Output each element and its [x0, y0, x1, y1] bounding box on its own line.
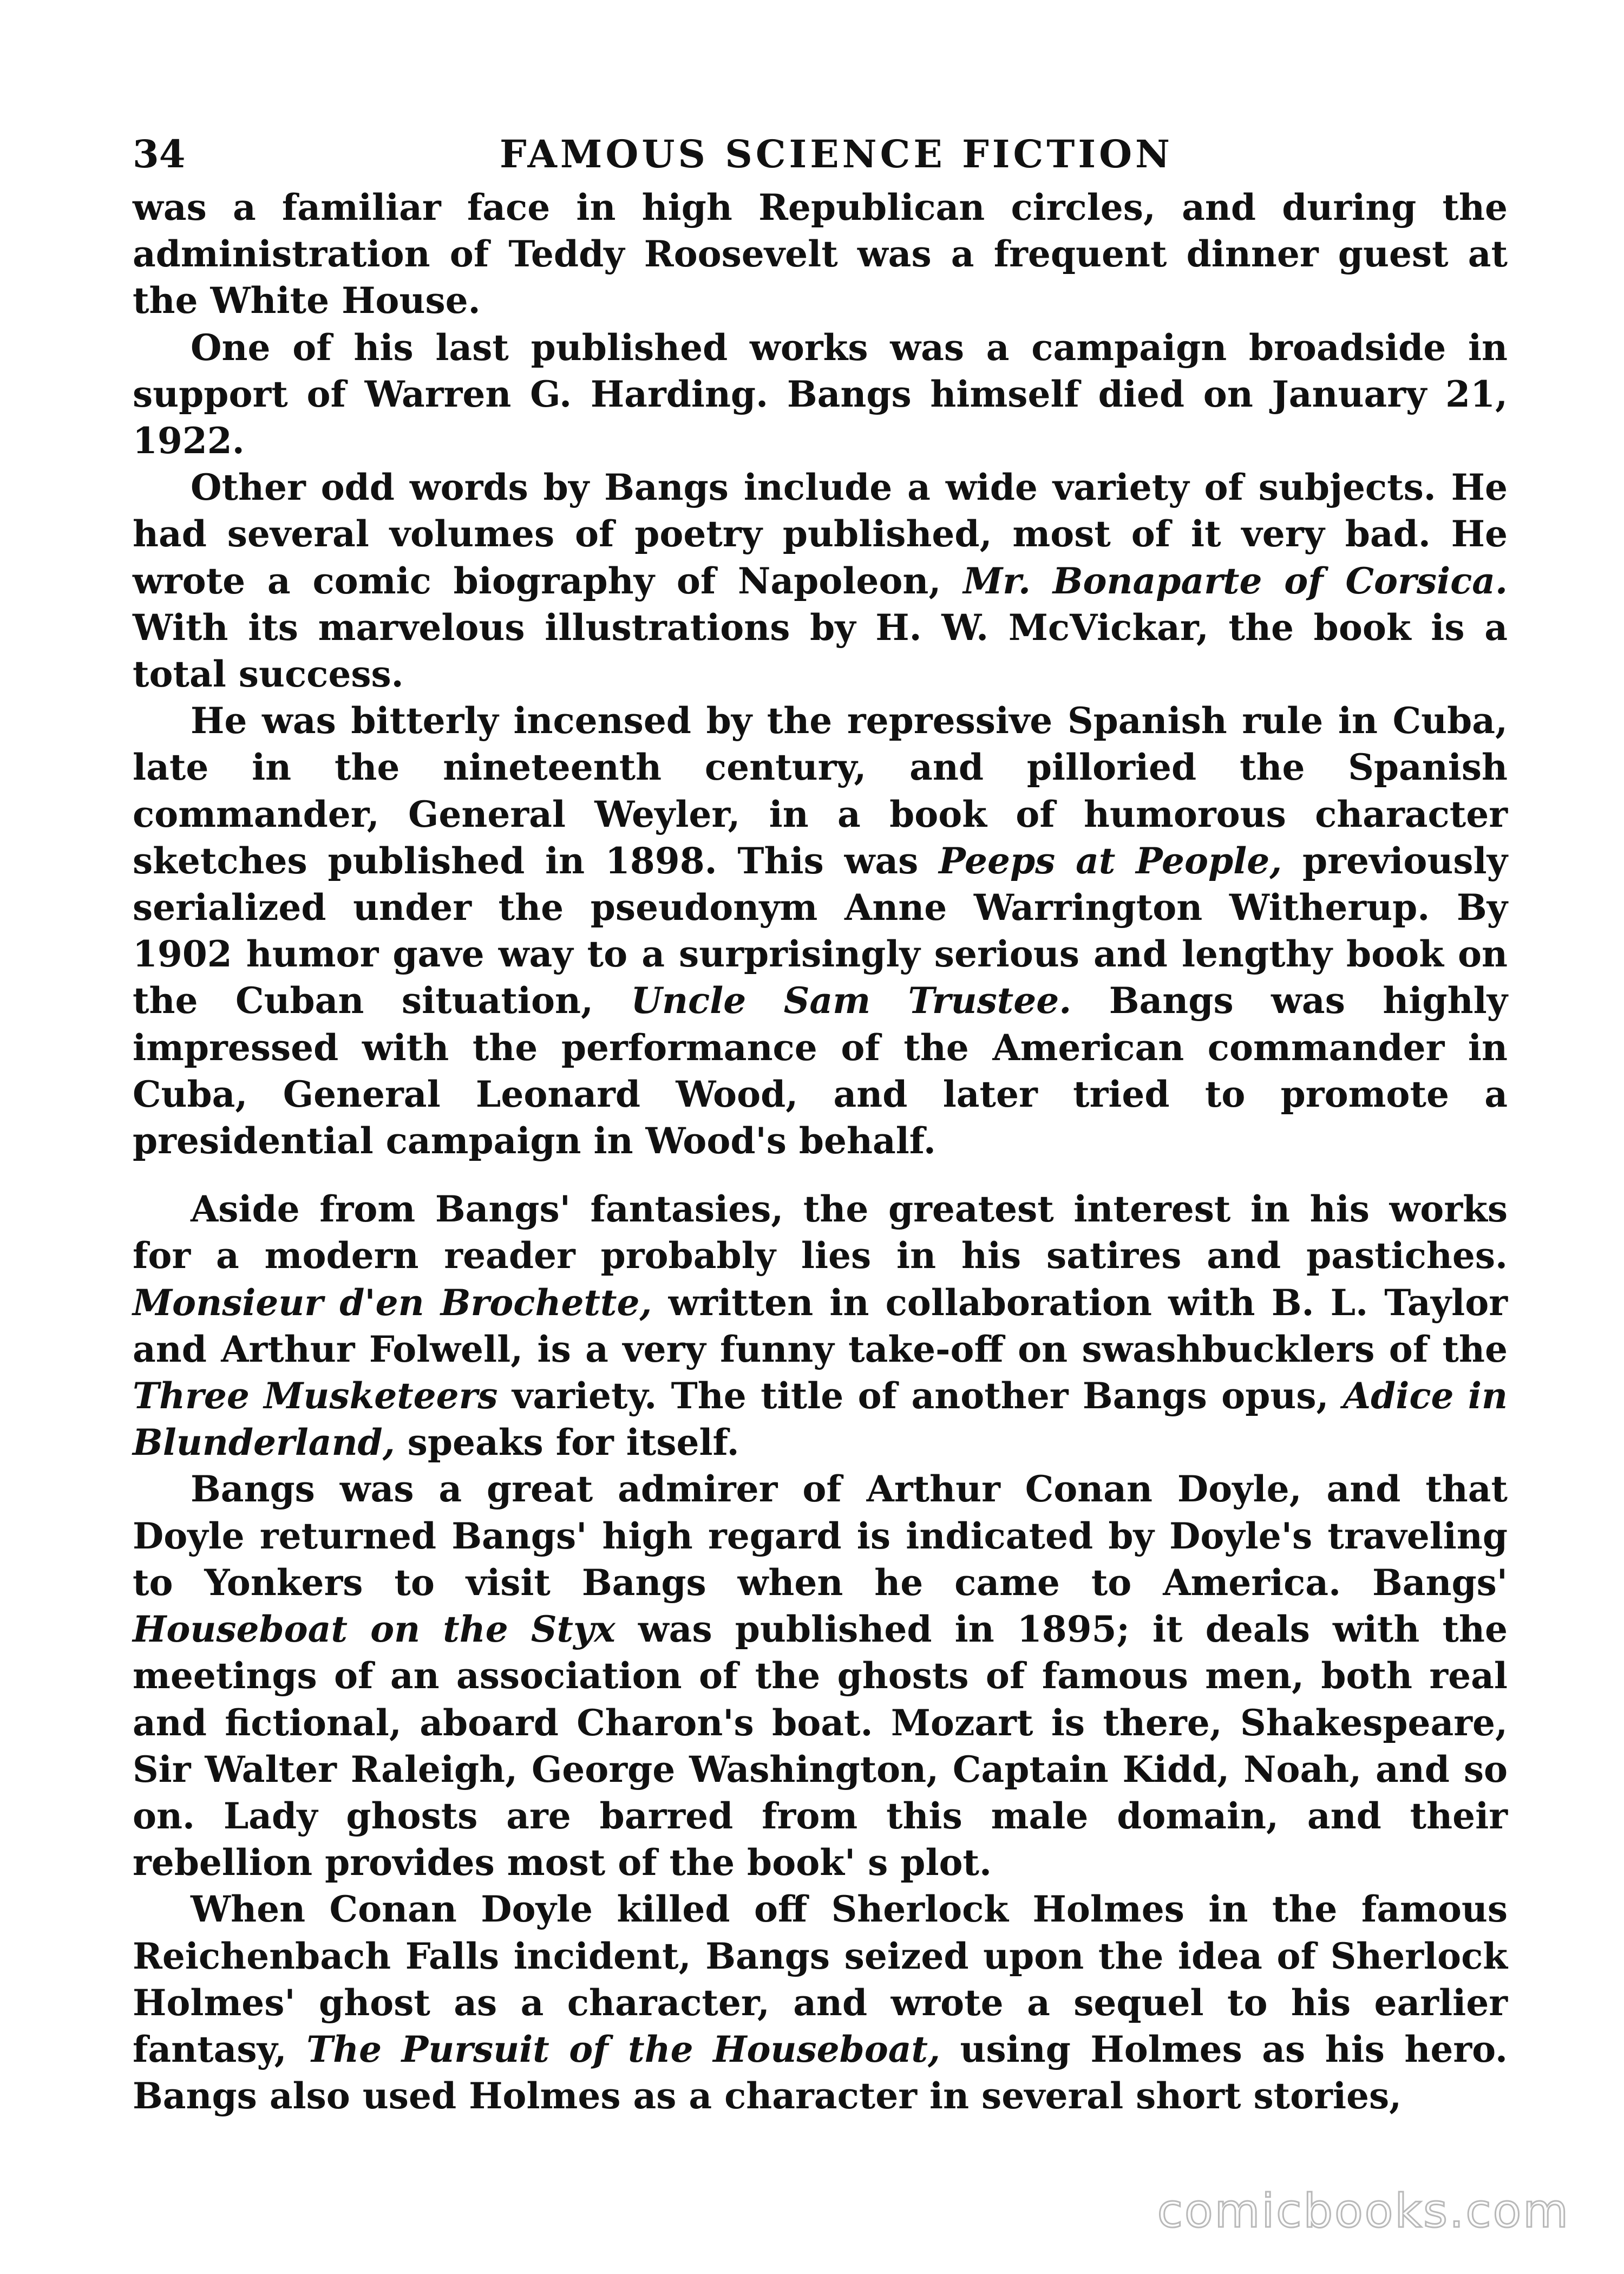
book-title: Three Musketeers — [133, 1375, 498, 1417]
paragraph: He was bitterly incensed by the repressive Spanish rule in Cuba, late in the nineteenth century, and pilloried the Spanish commander, General Weyler, in a book of humorous character sketches published in 1898. This was Peeps at People, previously serialized under the pseudonym Anne Warrington Witherup. By 1902 humor gave way to a surprisingly serious and lengthy book on the Cuban situation, Uncle Sam Trustee. Bangs was highly impressed with the performance of the American commander in Cuba, General Leonard Wood, and later tried to promote a presidential campaign in Wood's behalf. — [133, 700, 1508, 1162]
paragraph: When Conan Doyle killed off Sherlock Holmes in the famous Reichenbach Falls incident, Bangs seized upon the idea of Sherlock Holmes' ghost as a character, and wrote a sequel to his earlier fantasy, The Pursuit of the Houseboat, using Holmes as his hero. Bangs also used Holmes as a character in several short stories, — [133, 1888, 1508, 2118]
book-title: Uncle Sam Trustee. — [631, 979, 1072, 1022]
site-watermark: comicbooks.com — [1157, 2184, 1570, 2238]
book-title: Houseboat on the Styx — [133, 1608, 615, 1651]
running-title: FAMOUS SCIENCE FICTION — [499, 132, 1174, 177]
page-header — [133, 125, 1508, 184]
paragraph: Other odd words by Bangs include a wide variety of subjects. He had several volumes of poetry published, most of it very bad. He wrote a comic biography of Napoleon, Mr. Bonaparte of Corsica. With its marvelous illustrations by H. W. McVickar, the book is a total success. — [133, 466, 1508, 696]
paragraph: Aside from Bangs' fantasies, the greatest interest in his works for a modern reader probably lies in his satires and pastiches. Monsieur d'en Brochette, written in collaboration with B. L. Taylor and Arthur Folwell, is a very funny take-off on swashbucklers of the Three Musketeers variety. The title of another Bangs opus, Adice in Blunderland, speaks for itself. — [133, 1188, 1508, 1464]
body-text — [133, 184, 1508, 2119]
book-title: Monsieur d'en Brochette, — [133, 1281, 652, 1324]
paragraph: Bangs was a great admirer of Arthur Conan Doyle, and that Doyle returned Bangs' high regard is indicated by Doyle's traveling to Yonkers to visit Bangs when he came to America. Bangs' Houseboat on the Styx was published in 1895; it deals with the meetings of an association of the ghosts of famous men, both real and fictional, aboard Charon's boat. Mozart is there, Shakespeare, Sir Walter Raleigh, George Washington, Captain Kidd, Noah, and so on. Lady ghosts are barred from this male domain, and their rebellion provides most of the book' s plot. — [133, 1468, 1508, 1884]
book-title: Adice in Blunderland, — [133, 1375, 1508, 1464]
paragraph: was a familiar face in high Republican circles, and during the administration of Teddy Roosevelt was a frequent dinner guest at the White House. — [133, 186, 1508, 322]
book-page — [133, 125, 1508, 2119]
book-title: The Pursuit of the Houseboat, — [306, 2028, 941, 2070]
page-number: 34 — [133, 132, 186, 177]
book-title: Mr. Bonaparte of Corsica. — [963, 559, 1508, 602]
book-title: Peeps at People, — [939, 839, 1282, 882]
paragraph: One of his last published works was a campaign broadside in support of Warren G. Harding. Bangs himself died on January 21, 1922. — [133, 326, 1508, 462]
